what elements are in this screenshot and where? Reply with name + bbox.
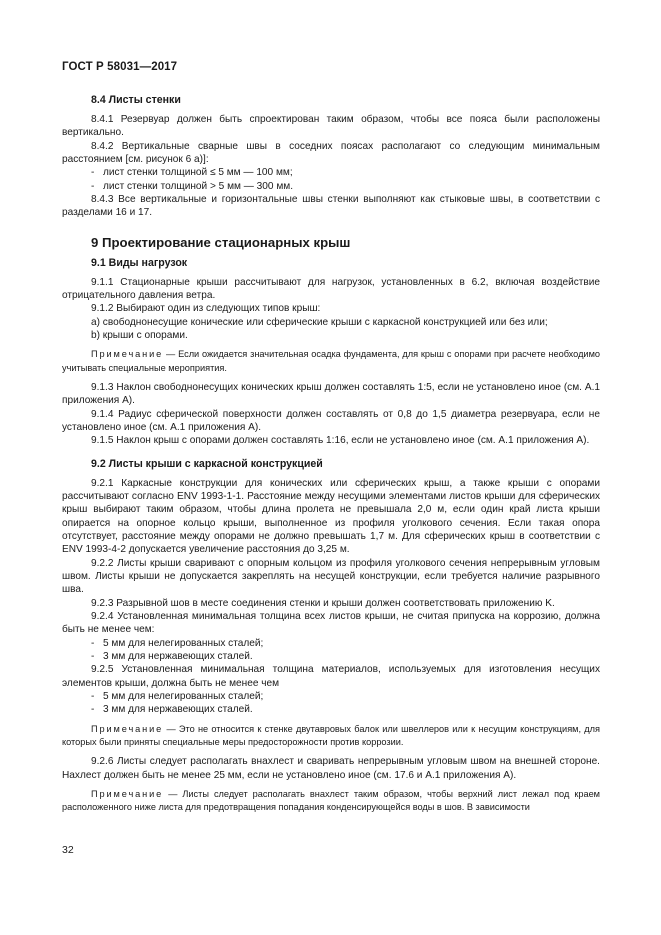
paragraph-9-2-2: 9.2.2 Листы крыши сваривают с опорным кольцом из профиля уголкового сечения непрерывным угловым швом. Листы крыши не допускается закреплять на несущей конструкции, если требуется наличие разрывного шва.	[62, 557, 600, 596]
note-label: Примечание	[91, 788, 164, 799]
note-label: Примечание	[91, 723, 164, 734]
list-item: a) свободнонесущие конические или сферические крыши с каркасной конструкцией или без или;	[91, 316, 548, 328]
list-item: - 5 мм для нелегированных сталей;	[91, 637, 264, 649]
list-item-text: 5 мм для нелегированных сталей;	[103, 691, 264, 703]
note-text: — Это не относится к стенке двутавровых балок или швеллеров или к несущим конструкциям, для которых были приняты специальные меры предосторожности против коррозии.	[62, 723, 600, 747]
list-item-text: 3 мм для нержавеющих сталей.	[103, 704, 253, 716]
paragraph-8-4-3: 8.4.3 Все вертикальные и горизонтальные швы стенки выполняют как стыковые швы, в соответствии с разделами 16 и 17.	[62, 194, 600, 219]
list-item: b) крыши с опорами.	[91, 330, 188, 342]
section-8-4-title: 8.4 Листы стенки	[91, 94, 181, 106]
paragraph-9-2-6: 9.2.6 Листы следует располагать внахлест и сваривать непрерывным угловым швом на внешней стороне. Нахлест должен быть не менее 25 мм, если не установлено иное (см. 17.6 и А.1 приложения А).	[62, 756, 600, 781]
section-9-1-title: 9.1 Виды нагрузок	[91, 256, 188, 269]
list-item-text: 5 мм для нелегированных сталей;	[103, 637, 264, 649]
note-1	[62, 348, 600, 374]
list-item: - 3 мм для нержавеющих сталей.	[91, 704, 253, 716]
page-number: 32	[62, 844, 74, 856]
paragraph-9-1-4: 9.1.4 Радиус сферической поверхности должен составлять от 0,8 до 1,5 диаметра резервуара, если не установлено иное (см. А.1 приложения А).	[62, 408, 600, 433]
note-text: — Листы следует располагать внахлест таким образом, чтобы верхний лист лежал под краем расположенного ниже листа для предотвращения попадания конденсирующейся воды в шов. В зависимости	[62, 788, 600, 813]
note-text: — Если ожидается значительная осадка фундамента, для крыш с опорами при расчете необходимо учитывать специальные мероприятия.	[62, 349, 600, 373]
list-item-text: лист стенки толщиной > 5 мм — 300 мм.	[103, 180, 293, 192]
page-content	[62, 91, 600, 814]
section-9-title: 9 Проектирование стационарных крыш	[91, 234, 351, 250]
standard-header: ГОСТ Р 58031—2017	[62, 61, 178, 73]
paragraph-9-2-1: 9.2.1 Каркасные конструкции для конических или сферических крыш, а также крыши с опорами рассчитывают согласно ENV 1993-1-1. Расстояние между несущими элементами листов крыши для сферических крыш выбирают таким образом, чтобы длина пролета не превышала 2,0 м, если один край листа крыши опирается на опорное кольцо крыши, выполненное из профиля уголкового сечения. Если такая опора отсутствует, расстояние между опорами не должно превышать 1,7 м. Для сферических крыш в соответствии с ENV 1993-4-2 допускается увеличение расстояния до 3,25 м.	[62, 477, 600, 556]
paragraph-9-1-1: 9.1.1 Стационарные крыши рассчитывают для нагрузок, установленных в 6.2, включая воздействие отрицательного давления ветра.	[62, 276, 600, 302]
paragraph-9-1-2: 9.1.2 Выбирают один из следующих типов крыш:	[91, 303, 321, 315]
paragraph-9-2-4: 9.2.4 Установленная минимальная толщина всех листов крыши, не считая припуска на коррозию, должна быть не менее чем:	[62, 611, 600, 636]
paragraph-9-1-3: 9.1.3 Наклон свободнонесущих конических крыш должен составлять 1:5, если не установлено иное (см. А.1 приложения А).	[62, 381, 600, 407]
paragraph-9-2-5: 9.2.5 Установленная минимальная толщина материалов, используемых для изготовления несущих элементов крыши, должна быть не менее чем	[62, 664, 600, 689]
list-item-text: 3 мм для нержавеющих сталей.	[103, 651, 253, 663]
paragraph-8-4-1: 8.4.1 Резервуар должен быть спроектирован таким образом, чтобы все пояса были расположены вертикально.	[62, 114, 600, 139]
note-label: Примечание	[91, 349, 164, 360]
note-2	[62, 723, 600, 749]
list-item: - лист стенки толщиной > 5 мм — 300 мм.	[91, 180, 293, 192]
list-item: - 5 мм для нелегированных сталей;	[91, 691, 264, 703]
paragraph-8-4-2: 8.4.2 Вертикальные сварные швы в соседних поясах располагают со следующим минимальным расстоянием [см. рисунок 6 а)]:	[62, 140, 600, 166]
list-item-text: лист стенки толщиной ≤ 5 мм — 100 мм;	[103, 167, 293, 179]
list-item: - лист стенки толщиной ≤ 5 мм — 100 мм;	[91, 167, 293, 179]
paragraph-9-2-3: 9.2.3 Разрывной шов в месте соединения стенки и крыши должен соответствовать приложению K.	[91, 597, 555, 609]
section-9-2-title: 9.2 Листы крыши с каркасной конструкцией	[91, 457, 323, 470]
paragraph-9-1-5: 9.1.5 Наклон крыш с опорами должен составлять 1:16, если не установлено иное (см. А.1 приложения А).	[91, 435, 590, 447]
list-item: - 3 мм для нержавеющих сталей.	[91, 651, 253, 663]
note-3	[62, 788, 600, 814]
